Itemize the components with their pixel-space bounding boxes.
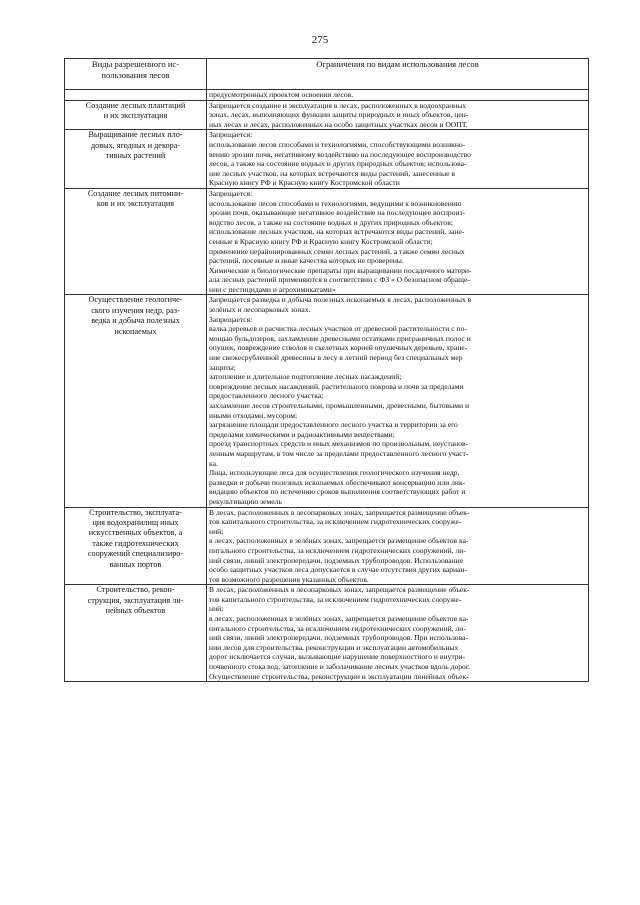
restriction-text-line: почвенного стока вод, затопление и заболачивание лесных участков вдоль дорог. [209, 662, 470, 672]
table-row [65, 100, 589, 130]
restriction-text-line: валка деревьев и расчистка лесных участков от древесной растительности с по- [209, 324, 467, 334]
restriction-text-line: Запрещается разведка и добыча полезных ископаемых в лесах, расположенных в [209, 295, 472, 305]
restriction-text-line: ние лесных участков, на которых встречаются виды растений, занесенные в [209, 168, 455, 178]
restriction-text-line: Осуществление строительства, реконструкции и эксплуатации линейных объек- [209, 671, 469, 681]
restrictions-cell [207, 100, 589, 130]
use-type-cell: Осуществление геологиче- ского изучения недр, раз- ведка и добыча полезных ископаемых [65, 295, 207, 507]
restriction-text-line: Химические и биологические препараты при выращивании посадочного матери- [209, 265, 472, 275]
restriction-text-line: В лесах, расположенных в лесопарковых зонах, запрещается размещение объек- [209, 585, 470, 595]
page-number: 275 [311, 34, 329, 46]
restriction-text-line: В лесах, расположенных в лесопарковых зонах, запрещается размещение объек- [209, 507, 470, 517]
restriction-text-line: использование лесов способами и технологиями, способствующими возникно- [209, 139, 466, 149]
restriction-text-line: вению эрозии почв, негативному воздействию на последующее воспроизводство [209, 149, 471, 159]
forest-use-restrictions-table [64, 58, 589, 682]
restriction-text-line: в лесах, расположенных в зелёных зонах, запрещается размещение объектов ка- [209, 614, 469, 624]
restriction-text-line: ние свежесрубленной древесины в лесу в летний период без специальных мер [209, 353, 463, 363]
table-row [65, 188, 589, 295]
use-type-cell: Создание лесных плантаций и их эксплуатация [65, 100, 207, 130]
restrictions-cell [207, 130, 589, 189]
restriction-text-line: ных лесах и лесах, расположенных на особо защитных участках лесов и ООПТ. [209, 119, 468, 129]
restriction-text-line: рекультивацию земель [209, 496, 282, 506]
restriction-text-line: эрозии почв, оказывающие негативное воздействие на последующее воспроиз- [209, 208, 466, 218]
use-type-cell: Строительство, эксплуата- ция водохранилищ иных искусственных объектов, а также гидротехнических сооружений специализиро- ванных портов [65, 507, 207, 585]
restriction-text-line: предусмотренных проектом освоения лесов. [209, 90, 354, 99]
use-type-cell: Выращивание лесных пло- довых, ягодных и декора- тивных растений [65, 130, 207, 189]
restriction-text-line: Запрещается создание и эксплуатация в лесах, расположенных в водоохранных [209, 100, 467, 110]
table-row [65, 585, 589, 682]
restriction-text-line: разведки и добычи полезных ископаемых обеспечивают консервацию или лик- [209, 477, 466, 487]
restriction-text-line: сенные в Красную книгу РФ и Красную книгу Костромской области; [209, 236, 433, 246]
use-type-cell: Создание лесных питомни- ков и их эксплуатация [65, 188, 207, 295]
restriction-text-line: предоставленного лесного участка; [209, 391, 324, 401]
use-type-cell [65, 90, 207, 101]
restriction-text-line: мощью бульдозеров, захламление древесными остатками приграничных полос и [209, 333, 471, 343]
restriction-text-line: нии лесов для строительства, реконструкции и эксплуатации автомобильных [209, 642, 459, 652]
restriction-text-line: ленным маршрутам, в том числе за пределами предоставленного лесного участ- [209, 448, 469, 458]
restriction-text-line: в лесах, расположенных в зелёных зонах, запрещается размещение объектов ка- [209, 536, 469, 546]
restriction-text-line: ка. [209, 458, 218, 468]
restriction-text-line: питального строительства, за исключением гидротехнических сооружений, ли- [209, 623, 466, 633]
header-restrictions: Ограничения по видам использования лесов [207, 59, 589, 90]
restriction-text-line: Запрещается: [209, 130, 253, 140]
restriction-text-line: ала лесных растений применяются в соответствии с ФЗ « О безопасном обраще- [209, 275, 470, 285]
restriction-text-line: ний; [209, 526, 224, 536]
restrictions-cell [207, 188, 589, 295]
restriction-text-line: водство лесов, а также на состояние водных и других природных объектов; [209, 217, 453, 227]
table-row [65, 130, 589, 189]
restriction-text-line: ний связи, линий электропередачи, подземных трубопроводов. Использование [209, 555, 464, 565]
restriction-text-line: загрязнение площади предоставленного лесного участка и территории за его [209, 420, 458, 430]
restriction-text-line: опушек, повреждение стволов и скелетных корней опушечных деревьев, хране- [209, 343, 468, 353]
restriction-text-line: захламление лесов строительными, промышленными, древесными, бытовыми и [209, 401, 470, 410]
restriction-text-line: особо защитных участков леса допускается в случае отсутствия других вариан- [209, 565, 468, 575]
restriction-text-line: Красную книгу РФ и Красную книгу Костромской области [209, 178, 400, 188]
restriction-text-line: зелёных и лесопарковых зонах. [209, 305, 311, 315]
table-row [65, 507, 589, 585]
restriction-text-line: иными отходами, мусором; [209, 410, 298, 420]
restriction-text-line: видацию объектов по истечению сроков выполнения соответствующих работ и [209, 487, 466, 497]
restriction-text-line: повреждение лесных насаждений, растительного покрова и почв за пределами [209, 381, 464, 391]
restrictions-cell [207, 507, 589, 585]
restrictions-cell [207, 585, 589, 682]
restriction-text-line: тов капитального строительства, за исключением гидротехнических сооруже- [209, 594, 462, 604]
restriction-text-line: растений, посевные и иные качества которых не проверены. [209, 256, 404, 266]
restriction-text-line: защиты; [209, 362, 236, 372]
table-row [65, 90, 589, 101]
restriction-text-line: Запрещается: [209, 188, 253, 198]
restriction-text-line: ний связи, линий электропередачи, подземных трубопроводов. При использова- [209, 633, 468, 643]
restriction-text-line: использование лесов способами и технологиями, ведущими к возникновению [209, 198, 462, 208]
table-row [65, 295, 589, 507]
restriction-text-line: тов возможного разрешения указанных объектов. [209, 574, 369, 584]
restriction-text-line: лесов, а также на состояние водных и других природных объектов; использова- [209, 159, 467, 169]
restriction-text-line: дорог исключается случаи, вызывающие нарушение поверхностного и внутри- [209, 652, 466, 662]
table-header-row [65, 59, 589, 90]
restriction-text-line: ний; [209, 604, 224, 614]
restrictions-cell [207, 295, 589, 507]
restriction-text-line: питального строительства, за исключением гидротехнических сооружений, ли- [209, 545, 466, 555]
restriction-text-line: использование лесных участков, на которых встречаются виды растений, зане- [209, 227, 465, 237]
restriction-text-line: затопление и длительное подтопление лесных насаждений; [209, 372, 402, 382]
table-body [65, 90, 589, 682]
restriction-text-line: Лица, использующие леса для осуществления геологического изучения недр, [209, 468, 460, 478]
header-use-type: Виды разрешенного ис- пользования лесов [65, 59, 207, 90]
restriction-text-line: нии с пестицидами и агрохимикатами» [209, 284, 336, 294]
restriction-text-line: проезд транспортных средств и иных механизмов по произвольным, неустанов- [209, 439, 469, 449]
restriction-text-line: Запрещается: [209, 314, 253, 324]
restriction-text-line: зонах, лесах, выполняющих функции защиты природных и иных объектов, цен- [209, 110, 469, 120]
restrictions-cell [207, 90, 589, 101]
use-type-cell: Строительство, рекон- струкция, эксплуатация ли- нейных объектов [65, 585, 207, 682]
restriction-text-line: применение нерайонированных семян лесных растений, а также семян лесных [209, 246, 465, 256]
restriction-text-line: пределами химическими и радиоактивными веществами; [209, 429, 395, 439]
restriction-text-line: тов капитального строительства, за исключением гидротехнических сооруже- [209, 517, 462, 527]
